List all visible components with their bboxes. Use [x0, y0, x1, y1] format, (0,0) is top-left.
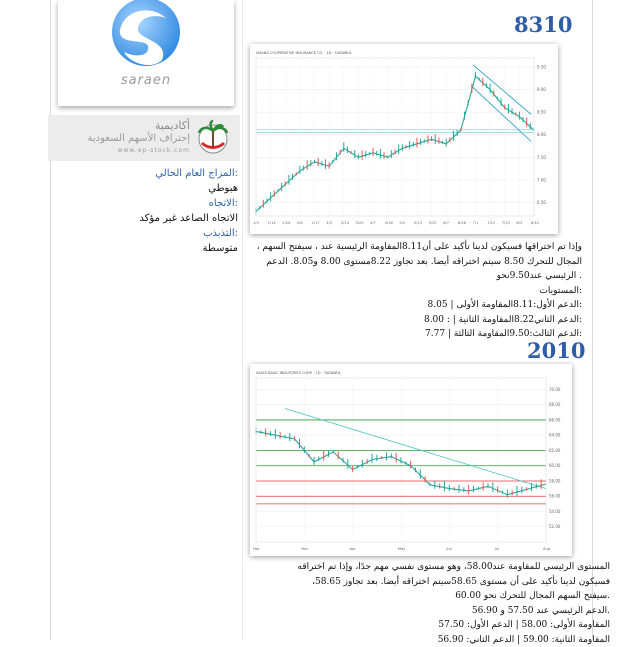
mood-label: :المزاج العام الحالي [155, 168, 238, 179]
levels-title: :المستويات [262, 284, 582, 299]
x-tick-label: Jul [494, 547, 499, 551]
y-tick-label: 6.50 [537, 200, 546, 205]
level-line: المقاومة الأولى: 58.00 | الدعم الأول: 57.50 [270, 618, 610, 633]
x-tick-label: Apr [350, 547, 357, 551]
x-tick-label: 5/25 [429, 221, 437, 225]
x-tick-label: 3/3 [326, 221, 332, 225]
y-tick-label: 9.00 [537, 87, 546, 92]
x-tick-label: May [398, 547, 406, 551]
x-tick-label: 1/14 [268, 221, 277, 225]
y-tick-label: 68.00 [549, 402, 561, 407]
y-tick-label: 54.00 [549, 509, 561, 514]
x-tick-label: 2/6 [297, 221, 303, 225]
academy-subtitle: إحتراف الأسهم السعودية [88, 133, 190, 144]
x-tick-label: 7/1 [472, 221, 478, 225]
x-tick-label: 7/23 [502, 221, 510, 225]
channel-lower [473, 87, 531, 141]
academy-title: أكاديمية [155, 119, 190, 132]
y-tick-label: 9.50 [537, 65, 546, 70]
volatility-value: متوسطة [203, 243, 238, 254]
analysis-line: المستوى الرئيسي للمقاومة عند58.00، وهو مستوى نفسي مهم جدًا، وإذا تم اختراقه [270, 560, 610, 575]
y-tick-label: 7.50 [537, 155, 546, 160]
y-tick-label: 60.00 [549, 463, 561, 468]
stock-chart-8310 [250, 44, 558, 234]
trend-line [285, 409, 546, 489]
saracen-drop-logo-icon [100, 0, 192, 72]
analysis-line: .الدعم الرئيسي عند 57.50 و 56.90 [270, 604, 610, 619]
x-tick-label: 2/17 [312, 221, 320, 225]
y-tick-label: 8.50 [537, 110, 546, 115]
y-tick-label: 56.00 [549, 494, 561, 499]
x-tick-label: Aug [543, 547, 550, 551]
x-tick-label: 4/18 [385, 221, 394, 225]
palm-emblem-icon [196, 119, 230, 157]
x-tick-label: 4/7 [370, 221, 376, 225]
x-tick-label: 6/18 [458, 221, 467, 225]
analysis-line: . الرئيسي عند9.50نحو [262, 269, 582, 284]
x-tick-label: 5/2 [399, 221, 405, 225]
column-divider [242, 0, 243, 640]
chart-8310-svg [250, 44, 558, 234]
analysis-line: المجال للتحرك 8.50 سيتم اختراقه أيضا. بعد تجاوز 8.22مستوى 8.00 و8.05. الدعم [262, 255, 582, 270]
x-tick-label: 6/7 [443, 221, 449, 225]
volatility-label: :التذبذب [203, 228, 238, 239]
analysis-8310 [262, 240, 582, 342]
level-line: :الدعم الثاني8.22المقاومة الثانية | : 8.00 [262, 313, 582, 328]
academy-url: www.ep-stock.com [118, 147, 190, 154]
y-tick-label: 70.00 [549, 387, 561, 392]
stock-code-2010: 2010 [527, 338, 585, 363]
x-tick-label: 7/12 [487, 221, 495, 225]
y-tick-label: 58.00 [549, 478, 561, 483]
stock-code-8310: 8310 [514, 12, 572, 37]
x-tick-label: Jun [445, 547, 452, 551]
y-tick-label: 64.00 [549, 433, 561, 438]
x-tick-label: 1/24 [282, 221, 291, 225]
level-line: المقاومة الثانية: 59.00 | الدعم الثاني: 56.90 [270, 633, 610, 647]
page-frame-left [50, 0, 51, 640]
y-tick-label: 8.00 [537, 132, 546, 137]
chart-header: AMANA COOPERATIVE INSURANCE CO. · 1D · TADAWUL [256, 51, 352, 55]
x-tick-label: Feb [253, 547, 260, 551]
price-line [256, 76, 534, 211]
y-tick-label: 52.00 [549, 524, 561, 529]
x-tick-label: 8/3 [516, 221, 522, 225]
x-tick-label: Mar [301, 547, 308, 551]
stock-chart-2010 [250, 364, 572, 556]
chart-header: SAUDI BASIC INDUSTRIES CORP. · 1D · TADAWUL [256, 371, 341, 375]
page-frame-right [592, 0, 593, 640]
saracen-logo-card [58, 0, 234, 106]
x-tick-label: 5/13 [414, 221, 422, 225]
level-line: :الدعم الأول:8.11المقاومة الأولى | 8.05 [262, 298, 582, 313]
level-line: :الدعم الثالث:9.50المقاومة الثالثة | 7.77 [262, 327, 582, 342]
analysis-2010 [270, 560, 610, 647]
direction-value: الاتجاه الصاعد غير مؤكد [139, 213, 238, 224]
analysis-line: فسيكون لدينا تأكيد على أن مستوى 58.65سيتم اختراقه أيضا. بعد تجاوز 58.65، [270, 575, 610, 590]
y-tick-label: 62.00 [549, 448, 561, 453]
y-tick-label: 7.00 [537, 177, 546, 182]
chart-2010-svg [250, 364, 572, 556]
direction-label: :الاتجاه [209, 198, 238, 209]
x-tick-label: 8/12 [531, 221, 539, 225]
x-tick-label: 3/14 [341, 221, 350, 225]
x-tick-label: 1/3 [253, 221, 259, 225]
analysis-line: .سيفتح السهم المجال للتحرك نحو 60.00 [270, 589, 610, 604]
x-tick-label: 3/25 [355, 221, 363, 225]
saracen-logo-word: saraen [58, 73, 234, 88]
academy-banner [48, 115, 240, 161]
y-tick-label: 66.00 [549, 417, 561, 422]
mood-value: هبوطي [208, 183, 238, 194]
analysis-line: وإذا تم اختراقها فسيكون لدينا تأكيد على أن8.11المقاومة الرئيسية عند ، سيفتح السهم ، [262, 240, 582, 255]
